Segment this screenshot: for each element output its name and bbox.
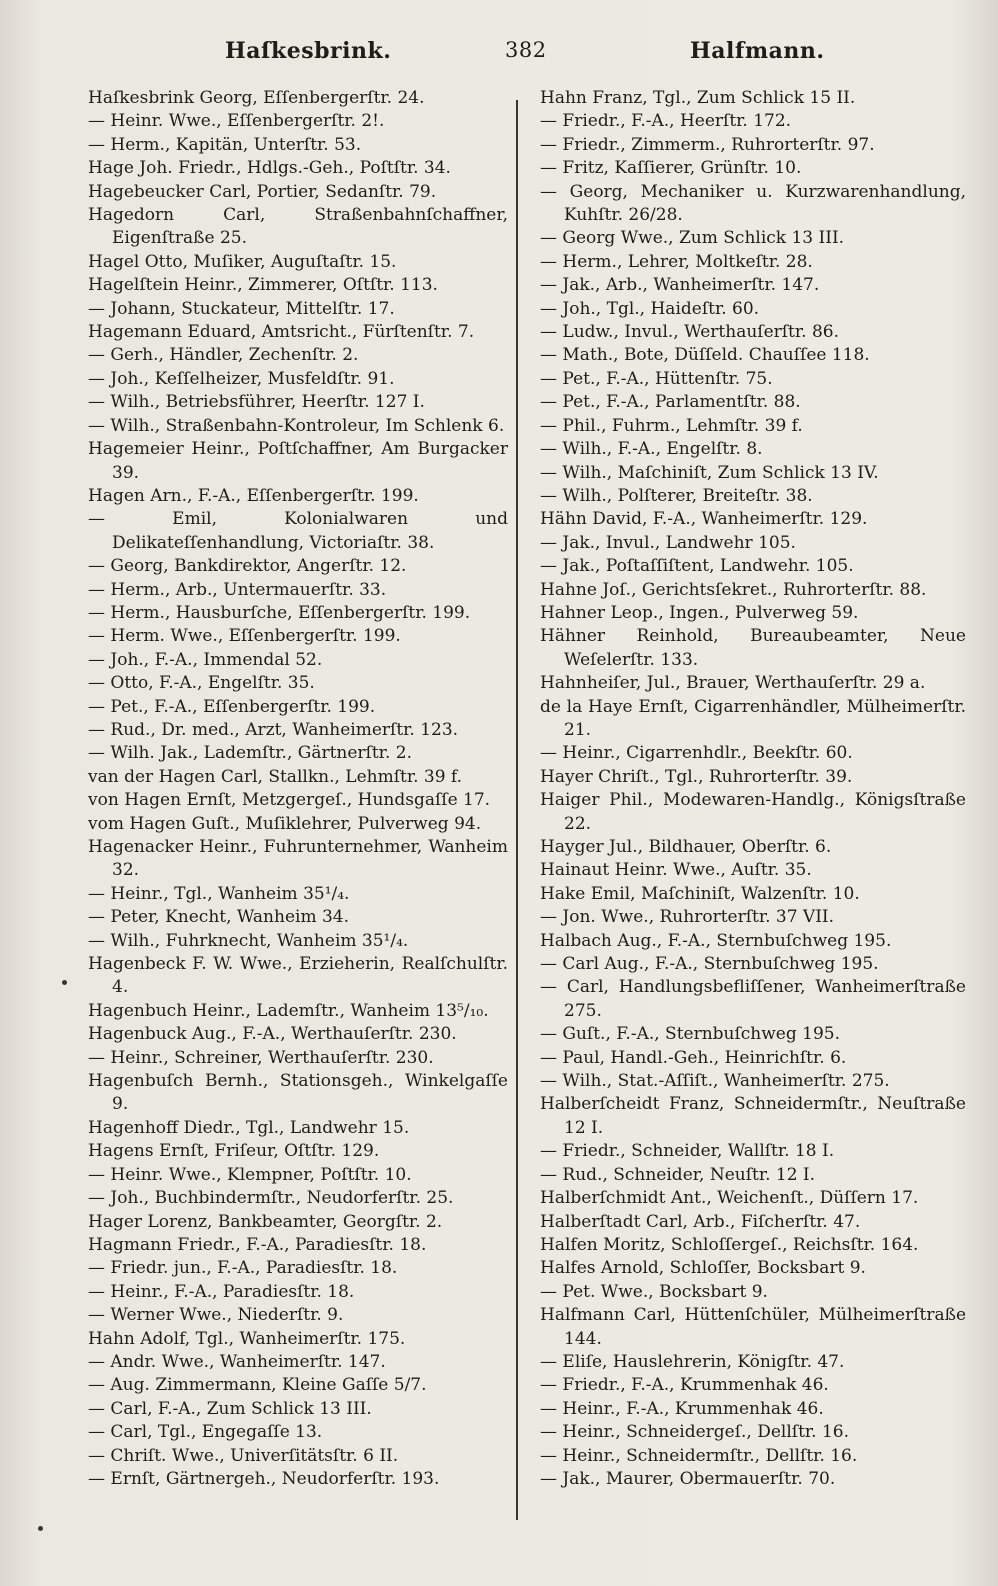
header-left-keyword: Haſkesbrink. (225, 38, 392, 64)
directory-entry: — Wilh., Fuhrknecht, Wanheim 35¹/₄. (88, 930, 409, 951)
directory-entry: Hayer Chriſt., Tgl., Ruhrorterſtr. 39. (540, 766, 853, 787)
directory-entry: — Heinr., Cigarrenhdlr., Beekſtr. 60. (540, 743, 853, 764)
directory-entry: — Fritz, Kaſſierer, Grünſtr. 10. (540, 158, 802, 179)
directory-entry: — Joh., Buchbindermſtr., Neudorferſtr. 25. (88, 1188, 454, 1209)
directory-entry: Hahnheiſer, Jul., Brauer, Werthauſerſtr. 29 a. (540, 673, 926, 694)
directory-entry: Hainaut Heinr. Wwe., Auſtr. 35. (540, 860, 812, 881)
page-number: 382 (505, 38, 547, 62)
directory-entry: — Gerh., Händler, Zechenſtr. 2. (88, 345, 359, 366)
directory-entry: — Friedr., F.-A., Heerſtr. 172. (540, 111, 792, 132)
directory-entry: Hagebeucker Carl, Portier, Sedanſtr. 79. (88, 181, 437, 202)
directory-entry: Hage Joh. Friedr., Hdlgs.-Geh., Poſtſtr. 34. (88, 158, 451, 179)
directory-entry: — Joh., F.-A., Immendal 52. (88, 649, 323, 670)
directory-entry: Haſkesbrink Georg, Eſſenbergerſtr. 24. (88, 88, 425, 108)
directory-entry: — Aug. Zimmermann, Kleine Gaſſe 5/7. (88, 1375, 427, 1396)
directory-entry: — Wilh. Jak., Lademſtr., Gärtnerſtr. 2. (88, 743, 412, 764)
directory-entry: — Heinr., F.-A., Paradiesſtr. 18. (88, 1281, 355, 1302)
directory-entry: — Heinr. Wwe., Eſſenbergerſtr. 2!. (88, 111, 385, 132)
directory-entry: — Jak., Poſtaſſiſtent, Landwehr. 105. (540, 556, 854, 577)
directory-entry: — Heinr. Wwe., Klempner, Poſtſtr. 10. (88, 1164, 412, 1185)
directory-entry: — Pet. Wwe., Bocksbart 9. (540, 1281, 768, 1302)
directory-entry: — Joh., Tgl., Haideſtr. 60. (540, 298, 760, 319)
right-column (540, 87, 966, 1491)
directory-entry: — Georg Wwe., Zum Schlick 13 III. (540, 228, 845, 249)
directory-entry: — Herm., Arb., Untermauerſtr. 33. (88, 579, 387, 600)
directory-entry: Hager Lorenz, Bankbeamter, Georgſtr. 2. (88, 1211, 443, 1232)
directory-entry: Hagens Ernſt, Friſeur, Oſtſtr. 129. (88, 1141, 380, 1162)
directory-entry: — Wilh., Maſchiniſt, Zum Schlick 13 IV. (540, 462, 879, 483)
directory-entry: — Werner Wwe., Niederſtr. 9. (88, 1305, 344, 1326)
directory-entry: — Herm., Hausburſche, Eſſenbergerſtr. 199. (88, 602, 471, 623)
directory-entry: vom Hagen Guſt., Muſiklehrer, Pulverweg 94. (88, 813, 482, 834)
directory-entry: — Herm., Lehrer, Moltkeſtr. 28. (540, 251, 813, 272)
directory-entry: — Otto, F.-A., Engelſtr. 35. (88, 673, 315, 694)
ink-speck (62, 980, 67, 985)
directory-entry: Halbach Aug., F.-A., Sternbuſchweg 195. (540, 930, 892, 951)
directory-entry: Hagelſtein Heinr., Zimmerer, Oſtſtr. 113. (88, 275, 438, 296)
header-right-keyword: Halfmann. (690, 38, 825, 64)
directory-entry: — Johann, Stuckateur, Mittelſtr. 17. (88, 298, 395, 319)
directory-entry: — Peter, Knecht, Wanheim 34. (88, 907, 350, 928)
left-column (88, 87, 508, 1491)
directory-entry: — Jak., Arb., Wanheimerſtr. 147. (540, 275, 820, 296)
directory-entry: — Heinr., F.-A., Krummenhak 46. (540, 1398, 824, 1419)
directory-entry: Halfmann Carl, Hüttenſchüler, Mülheimerſtraße 144. (540, 1305, 966, 1349)
directory-entry: Hake Emil, Maſchiniſt, Walzenſtr. 10. (540, 883, 860, 904)
directory-entry: — Carl Aug., F.-A., Sternbuſchweg 195. (540, 954, 879, 975)
directory-entry: — Friedr., Zimmerm., Ruhrorterſtr. 97. (540, 134, 875, 155)
directory-entry: — Carl, F.-A., Zum Schlick 13 III. (88, 1398, 372, 1419)
directory-entry: — Georg, Mechaniker u. Kurzwarenhandlung, Kuhſtr. 26/28. (540, 181, 966, 226)
directory-entry: Halberſchmidt Ant., Weichenſt., Düſſern 17. (540, 1188, 919, 1209)
directory-entry: — Pet., F.-A., Eſſenbergerſtr. 199. (88, 696, 376, 717)
directory-entry: — Andr. Wwe., Wanheimerſtr. 147. (88, 1351, 386, 1372)
directory-entry: Hagemann Eduard, Amtsricht., Fürſtenſtr. 7. (88, 322, 475, 343)
directory-entry: Hagenhoff Diedr., Tgl., Landwehr 15. (88, 1117, 410, 1138)
directory-entry: — Heinr., Tgl., Wanheim 35¹/₄. (88, 883, 350, 904)
directory-entry: — Ernſt, Gärtnergeh., Neudorferſtr. 193. (88, 1468, 440, 1489)
directory-entry: — Rud., Dr. med., Arzt, Wanheimerſtr. 123. (88, 719, 459, 740)
directory-entry: Hahne Joſ., Gerichtsſekret., Ruhrorterſtr. 88. (540, 579, 927, 600)
directory-entry: Hagenbuch Heinr., Lademſtr., Wanheim 13⁵/₁₀. (88, 1000, 489, 1021)
directory-entry: Hagenbuck Aug., F.-A., Werthauſerſtr. 230. (88, 1024, 457, 1045)
directory-entry: Hagenbuſch Bernh., Stationsgeh., Winkelgaſſe 9. (88, 1071, 508, 1115)
directory-entry: Halberſtadt Carl, Arb., Fiſcherſtr. 47. (540, 1211, 861, 1232)
directory-entry: — Herm. Wwe., Eſſenbergerſtr. 199. (88, 626, 401, 647)
directory-entry: — Ludw., Invul., Werthauſerſtr. 86. (540, 322, 839, 343)
directory-entry: — Heinr., Schneidermſtr., Dellſtr. 16. (540, 1445, 858, 1466)
directory-entry: Hahn Franz, Tgl., Zum Schlick 15 II. (540, 88, 856, 108)
directory-entry: — Joh., Keſſelheizer, Musfeldſtr. 91. (88, 368, 395, 389)
directory-entry: — Eliſe, Hauslehrerin, Königſtr. 47. (540, 1351, 845, 1372)
directory-entry: — Heinr., Schneidergeſ., Dellſtr. 16. (540, 1422, 850, 1443)
directory-entry: — Pet., F.-A., Parlamentſtr. 88. (540, 392, 801, 413)
directory-entry: Halfen Moritz, Schloſſergeſ., Reichsſtr. 164. (540, 1234, 919, 1255)
directory-entry: Hagemeier Heinr., Poſtſchaffner, Am Burgacker 39. (88, 439, 508, 483)
directory-entry: — Jak., Invul., Landwehr 105. (540, 532, 796, 553)
directory-entry: Hähner Reinhold, Bureaubeamter, Neue Weſelerſtr. 133. (540, 626, 966, 670)
directory-entry: Halfes Arnold, Schloſſer, Bocksbart 9. (540, 1258, 866, 1279)
directory-entry: — Friedr., Schneider, Wallſtr. 18 I. (540, 1141, 835, 1162)
directory-entry: — Wilh., Straßenbahn-Kontroleur, Im Schlenk 6. (88, 415, 505, 436)
directory-entry: Hagenbeck F. W. Wwe., Erzieherin, Realſchulſtr. 4. (88, 954, 508, 998)
column-divider (516, 100, 518, 1520)
directory-entry: — Carl, Handlungsbefliſſener, Wanheimerſtraße 275. (540, 977, 966, 1021)
directory-entry: — Pet., F.-A., Hüttenſtr. 75. (540, 368, 773, 389)
directory-entry: — Wilh., Stat.-Aſſiſt., Wanheimerſtr. 275. (540, 1071, 890, 1092)
directory-entry: Hagel Otto, Muſiker, Auguſtaſtr. 15. (88, 251, 397, 272)
directory-entry: — Jon. Wwe., Ruhrorterſtr. 37 VII. (540, 907, 835, 928)
directory-entry: Haiger Phil., Modewaren-Handlg., Königsſtraße 22. (540, 790, 966, 834)
directory-entry: Hahn Adolf, Tgl., Wanheimerſtr. 175. (88, 1328, 406, 1349)
directory-entry: — Wilh., F.-A., Engelſtr. 8. (540, 439, 763, 460)
directory-entry: Hagmann Friedr., F.-A., Paradiesſtr. 18. (88, 1234, 427, 1255)
directory-entry: — Heinr., Schreiner, Werthauſerſtr. 230. (88, 1047, 434, 1068)
directory-entry: Hayger Jul., Bildhauer, Oberſtr. 6. (540, 837, 832, 857)
directory-entry: — Georg, Bankdirektor, Angerſtr. 12. (88, 556, 407, 577)
directory-entry: Hahner Leop., Ingen., Pulverweg 59. (540, 602, 859, 623)
directory-entry: — Rud., Schneider, Neuſtr. 12 I. (540, 1164, 816, 1185)
directory-entry: von Hagen Ernſt, Metzgergeſ., Hundsgaſſe 17. (88, 790, 491, 811)
directory-entry: — Herm., Kapitän, Unterſtr. 53. (88, 134, 362, 155)
directory-entry: van der Hagen Carl, Stallkn., Lehmſtr. 39 f. (88, 766, 463, 787)
directory-entry: — Wilh., Betriebsführer, Heerſtr. 127 I. (88, 392, 425, 413)
directory-entry: — Wilh., Polſterer, Breiteſtr. 38. (540, 485, 813, 506)
directory-entry: — Paul, Handl.-Geh., Heinrichſtr. 6. (540, 1047, 847, 1068)
page-header (90, 38, 970, 74)
directory-entry: de la Haye Ernſt, Cigarrenhändler, Mülheimerſtr. 21. (540, 696, 966, 740)
directory-entry: Hagen Arn., F.-A., Eſſenbergerſtr. 199. (88, 485, 419, 506)
directory-entry: Hagedorn Carl, Straßenbahnſchaffner, Eigenſtraße 25. (88, 205, 508, 249)
directory-entry: — Friedr., F.-A., Krummenhak 46. (540, 1375, 829, 1396)
directory-entry: — Friedr. jun., F.-A., Paradiesſtr. 18. (88, 1258, 398, 1279)
directory-entry: Hähn David, F.-A., Wanheimerſtr. 129. (540, 509, 868, 530)
directory-entry: — Guſt., F.-A., Sternbuſchweg 195. (540, 1024, 841, 1045)
directory-entry: — Jak., Maurer, Obermauerſtr. 70. (540, 1468, 836, 1489)
directory-entry: — Math., Bote, Düſſeld. Chauſſee 118. (540, 345, 870, 366)
directory-entry: — Emil, Kolonialwaren und Delikateſſenhandlung, Victoriaſtr. 38. (88, 509, 508, 553)
directory-entry: Hagenacker Heinr., Fuhrunternehmer, Wanheim 32. (88, 837, 508, 881)
directory-entry: Halberſcheidt Franz, Schneidermſtr., Neuſtraße 12 I. (540, 1094, 966, 1138)
directory-entry: — Phil., Fuhrm., Lehmſtr. 39 f. (540, 415, 803, 436)
directory-entry: — Carl, Tgl., Engegaſſe 13. (88, 1422, 323, 1443)
ink-speck (38, 1526, 43, 1531)
directory-entry: — Chriſt. Wwe., Univerſitätsſtr. 6 II. (88, 1445, 399, 1466)
